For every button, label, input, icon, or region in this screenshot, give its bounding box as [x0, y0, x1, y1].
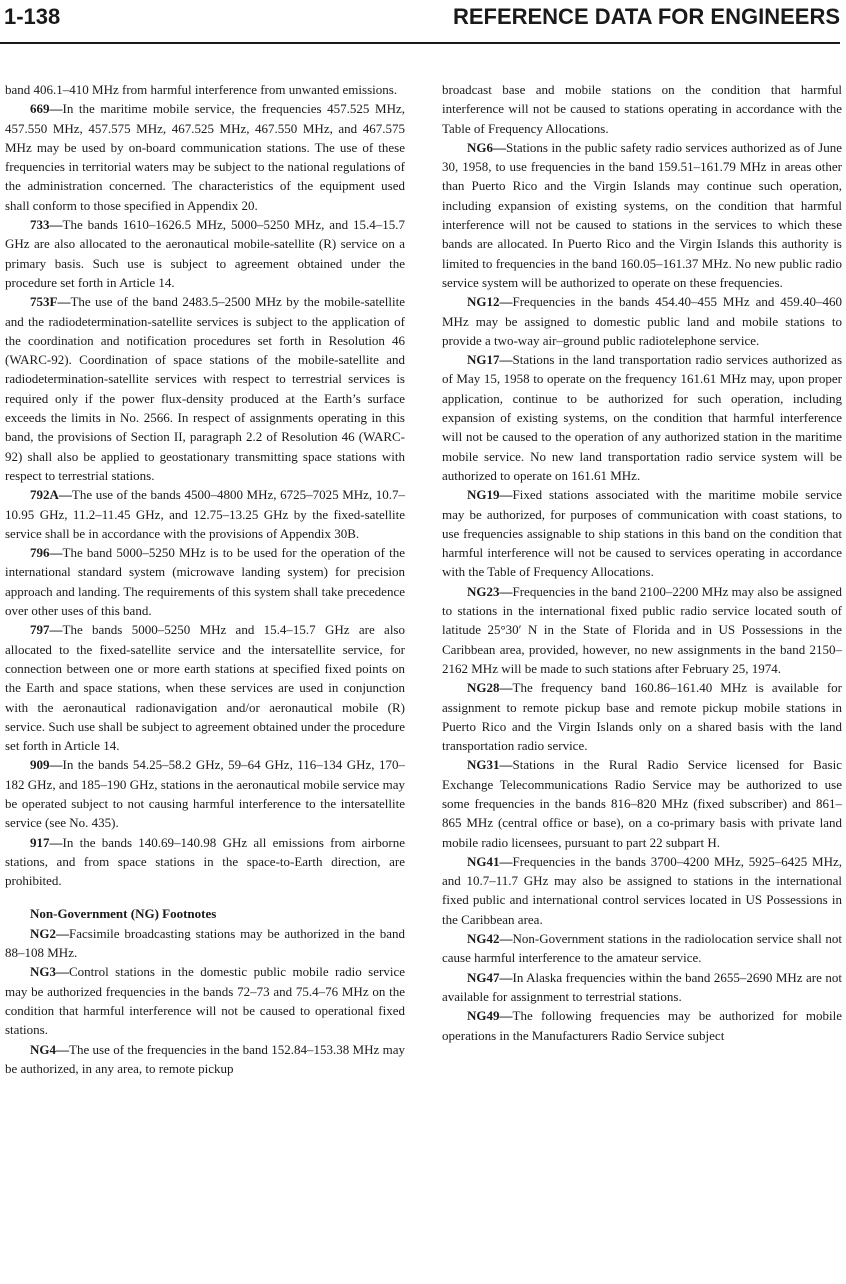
- paragraph: [5, 620, 405, 755]
- footnote-text: The use of the band 2483.5–2500 MHz by the mobile-satellite and the radiodetermination-satellite services is subject to the application of the coordination and notification procedures set forth in Resolution 46 (WARC-92). Coordination of space stations of the mobile-satellite and radiodetermination-satellite services with respect to terrestrial services is required only if the power flux-density produced at the Earth’s surface exceeds the limits in No. 2566. In respect of assignments operating in this band, the provisions of Section II, paragraph 2.2 of Resolution 46 (WARC-92) shall also be applied to geostationary transmitting space stations with respect to terrestrial stations.: [5, 294, 405, 483]
- footnote-number: NG2—: [30, 925, 69, 941]
- footnote-number: NG4—: [30, 1041, 69, 1057]
- paragraph: [442, 1006, 842, 1045]
- footnote-text: band 406.1–410 MHz from harmful interference from unwanted emissions.: [5, 82, 398, 97]
- page-number: 1-138: [4, 4, 61, 29]
- paragraph: [5, 485, 405, 543]
- footnote-number: NG23—: [467, 583, 513, 599]
- footnote-number: NG3—: [30, 964, 69, 980]
- footnote-number: NG47—: [467, 969, 513, 985]
- paragraph: [442, 350, 842, 485]
- paragraph: [442, 292, 842, 350]
- footnote-text: broadcast base and mobile stations on the condition that harmful interference will not be caused to stations operating in accordance with the Table of Frequency Allocations.: [442, 82, 842, 136]
- footnote-number: 733—: [30, 217, 63, 233]
- footnote-text: In the maritime mobile service, the frequencies 457.525 MHz, 457.550 MHz, 457.575 MHz, 467.525 MHz, 467.550 MHz, and 467.575 MHz may be used by on-board communication stations. The use of these frequencies in territorial waters may be subject to the national regulations of the administration concerned. The characteristics of the equipment used shall conform to those specified in Appendix 20.: [5, 101, 405, 213]
- running-title: REFERENCE DATA FOR ENGINEERS: [452, 4, 840, 29]
- footnote-text: In Alaska frequencies within the band 2655–2690 MHz are not available for assignment to terrestrial stations.: [442, 969, 842, 1004]
- section-heading: Non-Government (NG) Footnotes: [30, 906, 217, 922]
- footnote-text: The frequency band 160.86–161.40 MHz is available for assignment to remote pickup base and remote pickup mobile stations in Puerto Rico and the Virgin Islands only on a shared basis with the land transportation radio service.: [442, 680, 842, 754]
- footnote-number: NG49—: [467, 1008, 513, 1024]
- footnote-number: NG41—: [467, 853, 513, 869]
- footnote-text: The bands 5000–5250 MHz and 15.4–15.7 GHz are also allocated to the fixed-satellite service and the intersatellite service, for connection between one or more earth stations at specified fixed points on the Earth and space stations, when these services are used in conjunction with the aeronautical radionavigation and/or aeronautical mobile (R) service. Such use shall be subject to agreement obtained under the procedure set forth in Article 14.: [5, 622, 405, 754]
- footnote-text: The band 5000–5250 MHz is to be used for the operation of the international standard system (microwave landing system) for precision approach and landing. The requirements of this system shall take precedence over other uses of this band.: [5, 545, 405, 619]
- paragraph: [442, 138, 842, 292]
- footnote-text: The use of the bands 4500–4800 MHz, 6725–7025 MHz, 10.7–10.95 GHz, 11.2–11.45 GHz, and 12.75–13.25 GHz by the fixed-satellite service shall be in accordance with the provisions of Appendix 30B.: [5, 487, 405, 541]
- paragraph: [5, 924, 405, 963]
- paragraph: [5, 962, 405, 1039]
- footnote-text: The bands 1610–1626.5 MHz, 5000–5250 MHz, and 15.4–15.7 GHz are also allocated to the aeronautical mobile-satellite (R) service on a primary basis. Such use is subject to agreement obtained under the procedure set forth in Article 14.: [5, 217, 405, 290]
- footnote-text: Frequencies in the bands 3700–4200 MHz, 5925–6425 MHz, and 10.7–11.7 GHz may also be assigned to stations in the international fixed public and international control services located in US Possessions in the Caribbean area.: [442, 853, 842, 927]
- paragraph: [442, 485, 842, 581]
- footnote-text: The use of the frequencies in the band 152.84–153.38 MHz may be authorized, in any area, to remote pickup: [5, 1041, 405, 1076]
- paragraph: [5, 1040, 405, 1079]
- paragraph: [442, 852, 842, 929]
- footnote-number: NG42—: [467, 931, 513, 947]
- paragraph: [442, 678, 842, 755]
- footnote-text: Stations in the Rural Radio Service licensed for Basic Exchange Telecommunications Radio Service may be authorized to use some frequencies in the bands 816–820 MHz (fixed subscriber) and 861–865 MHz (central office or base), on a co-primary basis with private land mobile radio licensees, pursuant to part 22 subpart H.: [442, 757, 842, 850]
- paragraph: [5, 543, 405, 620]
- paragraph: [5, 292, 405, 485]
- footnote-text: Frequencies in the band 2100–2200 MHz may also be assigned to stations in the international fixed public radio service located south of latitude 25°30′ N in the State of Florida and in US Possessions in the Caribbean area, provided, however, no new assignments in the band 2150–2162 MHz will be made to such stations after February 25, 1974.: [442, 583, 842, 676]
- footnote-text: Fixed stations associated with the maritime mobile service may be authorized, for purposes of communication with coast stations, to use frequencies assignable to ship stations in this band on the condition that harmful interference will not be caused to services operating in accordance with the Table of Frequency Allocations.: [442, 487, 842, 580]
- paragraph: [5, 215, 405, 292]
- footnote-text: Facsimile broadcasting stations may be authorized in the band 88–108 MHz.: [5, 925, 405, 961]
- paragraph: [5, 80, 405, 99]
- footnote-number: NG31—: [467, 757, 513, 773]
- footnote-number: 797—: [30, 622, 63, 638]
- footnote-number: 909—: [30, 757, 63, 773]
- footnote-text: Non-Government stations in the radiolocation service shall not cause harmful interference to the amateur service.: [442, 931, 842, 966]
- paragraph: [5, 755, 405, 832]
- footnote-text: Frequencies in the bands 454.40–455 MHz and 459.40–460 MHz may be assigned to domestic public land and mobile stations to provide a two-way air–ground public radiotelephone service.: [442, 294, 842, 348]
- paragraph: [442, 80, 842, 138]
- footnote-text: In the bands 140.69–140.98 GHz all emissions from airborne stations, and from space stations in the space-to-Earth direction, are prohibited.: [5, 834, 405, 889]
- paragraph: [442, 929, 842, 968]
- footnote-text: The following frequencies may be authorized for mobile operations in the Manufacturers Radio Service subject: [442, 1008, 842, 1043]
- footnote-number: 917—: [30, 834, 63, 850]
- footnote-number: 792A—: [30, 487, 72, 503]
- paragraph: [442, 755, 842, 851]
- paragraph: [5, 99, 405, 215]
- footnote-number: 669—: [30, 101, 63, 117]
- footnote-number: NG6—: [467, 139, 506, 155]
- header-rule: [0, 42, 840, 44]
- footnote-text: Stations in the land transportation radio services authorized as of May 15, 1958 to operate on the frequency 161.61 MHz may, upon proper application, continue to be authorized for such operation, including expansion of existing systems, on the condition that harmful interference will not be caused to the operation of any authorized station in the maritime mobile service. No new land transportation radio service system will be authorized to operate on 161.61 MHz.: [442, 352, 842, 483]
- page-header: [4, 2, 840, 32]
- footnote-text: Control stations in the domestic public mobile radio service may be authorized frequencies in the bands 72–73 and 75.4–76 MHz on the condition that harmful interference will not be caused to operational fixed stations.: [5, 964, 405, 1038]
- paragraph: [442, 968, 842, 1007]
- footnote-number: 753F—: [30, 294, 71, 310]
- footnote-text: In the bands 54.25–58.2 GHz, 59–64 GHz, 116–134 GHz, 170–182 GHz, and 185–190 GHz, stations in the aeronautical mobile service may be operated subject to not causing harmful interference to the intersatellite service (see No. 435).: [5, 757, 405, 831]
- footnote-number: NG17—: [467, 352, 513, 368]
- footnote-number: 796—: [30, 545, 63, 561]
- left-column: [5, 80, 405, 1078]
- footnote-number: NG19—: [467, 487, 513, 503]
- footnote-number: NG12—: [467, 294, 513, 310]
- paragraph: [5, 833, 405, 891]
- paragraph: [442, 582, 842, 678]
- footnote-text: Stations in the public safety radio services authorized as of June 30, 1958, to use frequencies in the band 159.51–161.79 MHz in areas other than Puerto Rico and the Virgin Islands may continue such operation, including expansion of existing systems, on the condition that harmful interference will not be caused to stations in the services to which these bands are allocated. In Puerto Rico and the Virgin Islands this authority is limited to frequencies in the band 160.05–161.37 MHz. No new public radio service system will be authorized to operate on these frequencies.: [442, 139, 842, 290]
- footnote-number: NG28—: [467, 680, 513, 696]
- right-column: [442, 80, 842, 1045]
